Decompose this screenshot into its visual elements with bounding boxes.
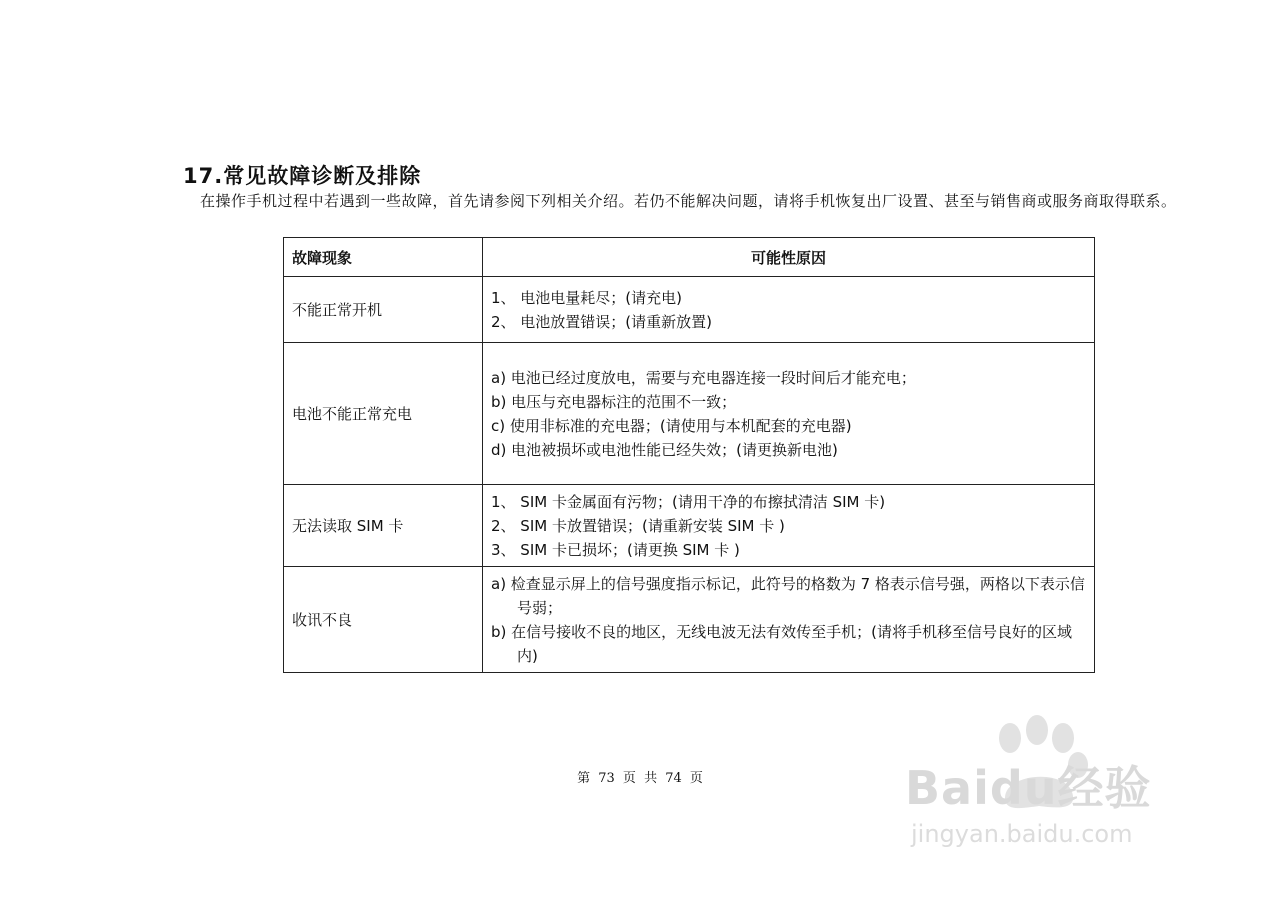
symptom-cell: 电池不能正常充电 xyxy=(284,343,483,485)
page-number: 第 73 页 共 74 页 xyxy=(577,771,703,786)
cause-item: b) 在信号接收不良的地区，无线电波无法有效传至手机；(请将手机移至信号良好的区域内) xyxy=(491,622,1072,665)
cause-item: 3、 SIM 卡已损坏；(请更换 SIM 卡 ) xyxy=(491,540,740,559)
cause-cell xyxy=(483,343,1095,485)
cause-cell xyxy=(483,485,1095,567)
cause-list xyxy=(491,572,1086,668)
section-title: 17.常见故障诊断及排除 xyxy=(183,164,422,188)
cause-cell xyxy=(483,567,1095,673)
symptom-cell: 收讯不良 xyxy=(284,567,483,673)
table-row xyxy=(284,567,1095,673)
cause-list xyxy=(491,490,1086,562)
header-cause: 可能性原因 xyxy=(483,238,1095,277)
baidu-jingyan-watermark xyxy=(905,710,1205,870)
cause-cell xyxy=(483,277,1095,343)
cause-item: d) 电池被损坏或电池性能已经失效；(请更换新电池) xyxy=(491,440,838,459)
symptom-cell: 不能正常开机 xyxy=(284,277,483,343)
cause-item: c) 使用非标准的充电器；(请使用与本机配套的充电器) xyxy=(491,416,852,435)
cause-item: a) 检查显示屏上的信号强度指示标记，此符号的格数为 7 格表示信号强，两格以下表示信号弱； xyxy=(491,574,1085,617)
cause-item: b) 电压与充电器标注的范围不一致； xyxy=(491,392,737,411)
intro-paragraph: 在操作手机过程中若遇到一些故障，首先请参阅下列相关介绍。若仍不能解决问题，请将手机恢复出厂设置、甚至与销售商或服务商取得联系。 xyxy=(200,192,1177,210)
cause-item: 1、 SIM 卡金属面有污物；(请用干净的布擦拭清洁 SIM 卡) xyxy=(491,492,886,511)
header-symptom: 故障现象 xyxy=(284,238,483,277)
table-row xyxy=(284,343,1095,485)
cause-item: 1、 电池电量耗尽；(请充电) xyxy=(491,288,683,307)
table-row xyxy=(284,485,1095,567)
cause-list xyxy=(491,366,1086,462)
watermark-url: jingyan.baidu.com xyxy=(911,820,1133,848)
table-row xyxy=(284,277,1095,343)
fault-table xyxy=(283,237,1095,673)
symptom-cell: 无法读取 SIM 卡 xyxy=(284,485,483,567)
watermark-brand: Baidu经验 xyxy=(905,761,1152,815)
table-header-row xyxy=(284,238,1095,277)
cause-list xyxy=(491,286,1086,334)
cause-item: a) 电池已经过度放电，需要与充电器连接一段时间后才能充电； xyxy=(491,368,916,387)
cause-item: 2、 电池放置错误；(请重新放置) xyxy=(491,312,713,331)
cause-item: 2、 SIM 卡放置错误；(请重新安装 SIM 卡 ) xyxy=(491,516,785,535)
